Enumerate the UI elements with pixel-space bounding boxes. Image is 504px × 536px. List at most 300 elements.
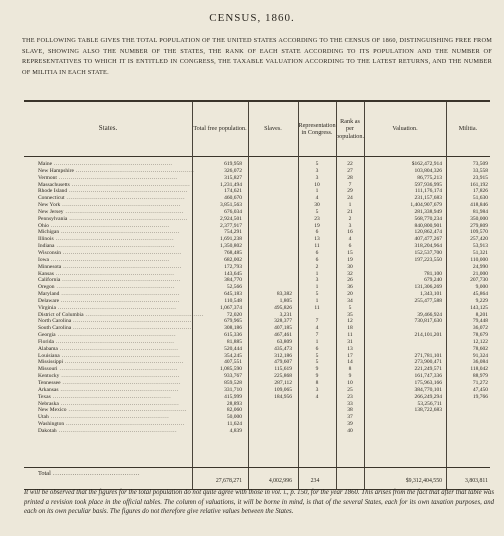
leader-dots: ............................................................ [61, 249, 182, 256]
militia-cell: 51,321 [472, 249, 488, 256]
representation-cell: 6 [315, 229, 319, 236]
militia-cell: 143,125 [470, 304, 488, 311]
representation-cell: 23 [314, 215, 320, 222]
representation-cell: 1 [315, 297, 319, 304]
slaves-cell [248, 250, 292, 257]
total-free-cell: 615,336 [224, 332, 242, 339]
leader-dots: ............................................................ [54, 243, 175, 250]
total-free-cell: 172,793 [224, 263, 242, 270]
rank-cell: 23 [347, 393, 353, 400]
state-name: Tennessee ............................................................ [38, 380, 182, 386]
total-free-cell: 2,377,917 [220, 222, 242, 229]
representation-cell [298, 414, 336, 421]
valuation-cell: 730,817,630 [414, 318, 442, 325]
representation-cell: 9 [315, 373, 319, 380]
representation-cell: 13 [314, 236, 320, 243]
state-name: Minnesota ............................................................ [38, 263, 182, 270]
slaves-cell [248, 188, 292, 195]
slaves-cell: 407,185 [274, 325, 292, 332]
leader-dots: ............................................................ [71, 325, 192, 332]
valuation-cell: 266,249,294 [414, 393, 442, 400]
slaves-cell [248, 223, 292, 230]
header-slaves: Slaves. [264, 125, 282, 133]
militia-cell: 207,730 [470, 277, 488, 284]
leader-dots: ............................................................ [49, 222, 170, 229]
state-name: Connecticut ............................................................ [38, 195, 186, 202]
total-free-cell: 619,958 [224, 161, 242, 167]
total-free-cell: 1,231,494 [220, 181, 242, 188]
total-free-column [192, 161, 242, 435]
valuation-cell: 103,804,326 [414, 167, 442, 174]
total-free-cell: 50,000 [226, 414, 242, 421]
leader-dots: ............................................................ [56, 174, 178, 181]
total-free-cell: 859,528 [224, 380, 242, 386]
militia-cell [446, 414, 488, 421]
valuation-cell [364, 421, 442, 428]
representation-cell: 10 [314, 181, 320, 188]
representation-cell [298, 401, 336, 408]
census-table [24, 100, 490, 490]
slaves-cell [248, 421, 292, 428]
slaves-cell [248, 236, 292, 243]
leader-dots: ............................................................ [53, 338, 175, 345]
valuation-cell: 221,249,571 [414, 366, 442, 373]
militia-cell: 81,984 [472, 208, 488, 215]
militia-cell: 279,809 [470, 222, 488, 229]
state-name: Wisconsin ............................................................ [38, 249, 182, 256]
militia-cell: 109,570 [470, 229, 488, 236]
representation-cell [298, 312, 336, 319]
valuation-cell: 197,223,550 [414, 256, 442, 263]
slaves-cell [248, 407, 292, 414]
total-free-cell: 679,965 [224, 318, 242, 325]
header-militia: Militia. [458, 125, 478, 133]
leader-dots: ............................................................ [67, 215, 188, 222]
table-header [24, 102, 490, 157]
state-name: Rhode Island ............................................................ [38, 188, 188, 195]
leader-dots: ........................................ [50, 470, 141, 477]
valuation-cell: 231,157,683 [414, 195, 442, 202]
rank-cell: 13 [347, 345, 353, 352]
slaves-cell [248, 202, 292, 209]
rank-cell: 17 [347, 352, 353, 359]
militia-cell: 110,000 [470, 256, 488, 263]
slaves-cell: 115,619 [274, 366, 292, 373]
state-name: Michigan ............................................................ [38, 229, 180, 236]
valuation-cell: 152,537,700 [414, 249, 442, 256]
militia-cell: 350,000 [470, 215, 488, 222]
leader-dots: ............................................................ [55, 304, 177, 311]
leader-dots: ............................................................ [59, 291, 180, 298]
rank-cell: 9 [348, 373, 352, 380]
rank-column [336, 161, 364, 435]
valuation-cell: 281,338,949 [414, 208, 442, 215]
militia-cell: 161,192 [470, 181, 488, 188]
representation-cell: 3 [315, 277, 319, 284]
leader-dots: ............................................................ [56, 427, 178, 434]
rank-cell: 35 [347, 311, 353, 318]
leader-dots: ............................................................ [63, 208, 184, 215]
rank-cell: 4 [348, 236, 352, 243]
slaves-cell: 479,607 [274, 359, 292, 366]
leader-dots: ............................................................ [54, 284, 175, 291]
slaves-cell: 1,805 [279, 297, 292, 304]
slaves-cell [248, 264, 292, 271]
rank-cell: 22 [347, 161, 353, 167]
total-free-cell: 754,291 [224, 229, 242, 236]
total-free-cell: 4,839 [229, 427, 242, 434]
representation-cell: 5 [315, 291, 319, 298]
valuation-cell: 781,100 [424, 270, 442, 277]
representation-cell [298, 428, 336, 435]
valuation-cell [364, 264, 442, 271]
rank-cell: 10 [347, 380, 353, 386]
representation-cell: 6 [315, 256, 319, 263]
rank-cell: 16 [347, 229, 353, 236]
leader-dots: ............................................................ [55, 332, 177, 339]
rank-cell: 7 [348, 181, 352, 188]
representation-column [298, 161, 336, 435]
total-free-cell: 110,548 [224, 297, 242, 304]
leader-dots: ............................................................ [53, 270, 175, 277]
state-name: Nebraska ............................................................ [38, 400, 180, 407]
representation-cell: 1 [315, 270, 319, 277]
valuation-cell [364, 428, 442, 435]
militia-cell: 418,846 [470, 202, 488, 209]
header-rank: Rank as per population. [336, 117, 365, 140]
leader-dots: ............................................................ [59, 229, 180, 236]
militia-cell: 257,420 [470, 236, 488, 243]
slaves-cell [248, 284, 292, 291]
total-free-cell: 3,851,563 [220, 202, 242, 209]
representation-cell: 19 [314, 222, 320, 229]
leader-dots: ............................................................ [49, 256, 170, 263]
militia-cell: 8,201 [475, 311, 488, 318]
total-free-cell: 645,183 [224, 291, 242, 298]
militia-column [446, 161, 488, 435]
state-name: North Carolina ............................................................ [38, 318, 192, 325]
slaves-cell: 3,231 [279, 311, 292, 318]
rank-cell: 30 [347, 263, 353, 270]
slaves-cell [248, 271, 292, 278]
rank-cell: 37 [347, 414, 353, 421]
state-name: Alabama ............................................................ [38, 345, 179, 352]
total-free-cell: 1,085,590 [220, 366, 242, 373]
leader-dots: ............................................................ [58, 400, 180, 407]
valuation-cell: 138,722,683 [414, 407, 442, 414]
valuation-cell [364, 325, 442, 332]
rank-cell: 28 [347, 174, 353, 181]
valuation-cell [364, 346, 442, 353]
header-states: States. [98, 124, 118, 133]
valuation-cell: 679,240 [424, 277, 442, 284]
rank-cell: 21 [347, 208, 353, 215]
header-valuation: Valuation. [392, 125, 418, 133]
rank-cell: 32 [347, 270, 353, 277]
militia-cell: 91,324 [472, 352, 488, 359]
militia-cell: 36,084 [472, 359, 488, 366]
rank-cell: 3 [348, 222, 352, 229]
militia-cell: 9,000 [475, 284, 488, 291]
state-name: Louisiana ............................................................ [38, 352, 181, 359]
valuation-cell [364, 305, 442, 312]
rank-cell: 26 [347, 277, 353, 284]
representation-cell [298, 421, 336, 428]
leader-dots: ............................................................ [66, 407, 188, 414]
valuation-column [364, 161, 442, 435]
militia-cell: 9,229 [475, 297, 488, 304]
leader-dots: ............................................................ [83, 311, 205, 318]
rank-cell: 5 [348, 304, 352, 311]
slaves-cell [248, 243, 292, 250]
valuation-cell: 175,963,166 [414, 380, 442, 386]
slaves-cell: 495,826 [274, 304, 292, 311]
footnote: It will be observed that the figures for the total population do not quite agree with those in vol. i., p. 150, for the year 1860. This arises from the fact that after that table was printed a revision took place in the official tables. The column of valuations, it will be borne in mind, is that of the several States, each for its own taxation purposes, and each on its own peculiar basis. The figures do not therefore give relative values between the States. [24, 489, 494, 516]
rank-cell: 33 [347, 400, 353, 407]
representation-cell: 4 [315, 393, 319, 400]
state-name: Massachusetts ............................................................ [38, 181, 191, 188]
rank-cell: 6 [348, 243, 352, 250]
header-total-free: Total free population. [193, 125, 247, 133]
representation-cell: 5 [315, 352, 319, 359]
militia-cell: 51,630 [472, 195, 488, 202]
representation-cell: 1 [315, 338, 319, 345]
slaves-cell: 467,461 [274, 332, 292, 339]
total-free-cell: 460,670 [224, 195, 242, 202]
page-title: CENSUS, 1860. [209, 12, 295, 24]
total-free-cell: 11,624 [227, 421, 242, 428]
valuation-cell: 384,770,101 [414, 386, 442, 393]
state-name: Delaware ............................................................ [38, 297, 180, 304]
rank-cell: 2 [348, 215, 352, 222]
militia-cell: 23,915 [472, 174, 488, 181]
state-name: Maine ............................................................ [38, 161, 173, 167]
slaves-cell [248, 209, 292, 216]
total-free-cell: 384,770 [224, 277, 242, 284]
slaves-cell [248, 182, 292, 189]
slaves-cell: 435,473 [274, 345, 292, 352]
militia-cell: 36,072 [472, 325, 488, 332]
valuation-cell [364, 339, 442, 346]
militia-cell: 21,000 [472, 270, 488, 277]
total-label: Total ........................................ [38, 470, 141, 477]
rank-cell: 27 [347, 167, 353, 174]
total-representation: 234 [310, 478, 320, 484]
valuation-cell: 407,477,267 [414, 236, 442, 243]
representation-cell: 4 [315, 195, 319, 202]
state-name: Virginia ............................................................ [38, 304, 177, 311]
slaves-cell [248, 168, 292, 175]
leader-dots: ............................................................ [60, 277, 181, 284]
slaves-cell [248, 277, 292, 284]
slaves-cell: 83,382 [276, 291, 292, 298]
state-name: Ohio ............................................................ [38, 222, 170, 229]
valuation-cell: 1,343,101 [420, 291, 442, 298]
total-free-cell: 81,885 [226, 338, 242, 345]
slaves-cell: 328,377 [274, 318, 292, 325]
militia-cell: 118,042 [470, 366, 488, 373]
states-column [38, 161, 205, 435]
valuation-cell: 255,477,588 [414, 297, 442, 304]
valuation-cell: 86,775,213 [417, 174, 442, 181]
representation-cell: 5 [315, 208, 319, 215]
valuation-cell: 214,101,201 [414, 332, 442, 339]
representation-cell: 30 [314, 202, 320, 209]
valuation-cell: 53,256,711 [417, 400, 442, 407]
representation-cell [298, 407, 336, 414]
rank-cell: 34 [347, 297, 353, 304]
state-name: Utah ............................................................ [38, 414, 170, 421]
total-free-cell: 52,566 [226, 284, 242, 291]
rank-cell: 39 [347, 421, 353, 428]
leader-dots: ............................................................ [59, 373, 180, 380]
state-name: Dakotah ............................................................ [38, 427, 178, 434]
total-free-cell: 933,767 [224, 373, 242, 380]
state-name: Georgia ............................................................ [38, 332, 177, 339]
header-representation: Representation in Congress. [298, 121, 336, 136]
representation-cell: 3 [315, 174, 319, 181]
valuation-cell: 318,204,964 [414, 243, 442, 250]
rank-cell: 25 [347, 386, 353, 393]
representation-cell: 5 [315, 359, 319, 366]
total-free-cell: 1,691,238 [220, 236, 242, 243]
total-free-cell: 2,924,501 [220, 215, 242, 222]
militia-cell: 78,679 [472, 332, 488, 339]
state-name: New York ............................................................ [38, 202, 181, 209]
state-name: South Carolina ............................................................ [38, 325, 192, 332]
militia-cell: 71,272 [472, 380, 488, 386]
representation-cell: 6 [315, 249, 319, 256]
militia-cell: 88,979 [472, 373, 488, 380]
total-free-cell: 354,245 [224, 352, 242, 359]
militia-cell: 33,558 [472, 167, 488, 174]
slaves-cell [248, 257, 292, 264]
state-name: Indiana ............................................................ [38, 243, 175, 250]
state-name: Mississippi ............................................................ [38, 359, 184, 366]
state-name: Oregon ............................................................ [38, 284, 175, 291]
militia-cell: 12,122 [472, 338, 488, 345]
militia-cell [446, 401, 488, 408]
representation-cell: 9 [315, 366, 319, 373]
state-name: Kansas ............................................................ [38, 270, 175, 277]
militia-cell: 47,450 [472, 386, 488, 393]
state-name: District of Columbia ............................................................ [38, 311, 205, 318]
slaves-cell: 312,186 [274, 352, 292, 359]
representation-cell: 7 [315, 318, 319, 325]
rank-cell: 29 [347, 188, 353, 195]
state-name: California ............................................................ [38, 277, 181, 284]
total-free-cell: 407,551 [224, 359, 242, 366]
slaves-cell: 109,065 [274, 386, 292, 393]
state-name: Pennsylvania ............................................................ [38, 215, 188, 222]
leader-dots: ............................................................ [64, 195, 186, 202]
leader-dots: ............................................................ [52, 161, 173, 167]
representation-cell: 1 [315, 284, 319, 291]
valuation-cell: 120,862,474 [414, 229, 442, 236]
valuation-cell: 161,747,336 [414, 373, 442, 380]
slaves-cell [248, 216, 292, 223]
leader-dots: ............................................................ [59, 297, 180, 304]
valuation-cell: $162,472,914 [411, 161, 442, 167]
militia-cell: 53,913 [472, 243, 488, 250]
militia-cell: 79,448 [472, 318, 488, 325]
leader-dots: ............................................................ [58, 386, 179, 393]
representation-cell: 7 [315, 332, 319, 339]
state-name: Iowa ............................................................ [38, 256, 170, 263]
total-free-cell: 1,067,374 [220, 304, 242, 311]
leader-dots: ............................................................ [64, 421, 185, 428]
rank-cell: 12 [347, 318, 353, 325]
total-free-cell: 315,827 [224, 174, 242, 181]
representation-cell: 5 [315, 161, 319, 167]
state-name: New Hampshire ............................................................ [38, 167, 195, 174]
slaves-cell: 63,809 [276, 338, 292, 345]
slaves-cell [248, 401, 292, 408]
leader-dots: ............................................................ [67, 188, 188, 195]
total-free-cell: 326,072 [224, 167, 242, 174]
valuation-cell: 273,900,471 [414, 359, 442, 366]
valuation-cell: 1,404,907,679 [410, 202, 442, 209]
militia-cell [446, 407, 488, 414]
militia-cell [446, 428, 488, 435]
state-name: Illinois ............................................................ [38, 236, 175, 243]
total-free-cell: 28,893 [226, 400, 242, 407]
militia-cell: 17,826 [472, 188, 488, 195]
leader-dots: ............................................................ [53, 236, 175, 243]
total-free-cell: 682,002 [224, 256, 242, 263]
leader-dots: ............................................................ [48, 414, 170, 421]
total-free-cell: 331,710 [224, 386, 242, 393]
representation-cell: 11 [314, 243, 320, 250]
leader-dots: ............................................................ [71, 318, 192, 325]
militia-cell: 73,509 [472, 161, 488, 167]
representation-cell: 4 [315, 325, 319, 332]
representation-cell: 3 [315, 167, 319, 174]
slaves-cell [248, 428, 292, 435]
rank-cell: 36 [347, 284, 353, 291]
representation-cell: 11 [314, 304, 320, 311]
total-free-cell: 1,350,802 [220, 243, 242, 250]
rank-cell: 20 [347, 291, 353, 298]
rank-cell: 14 [347, 359, 353, 366]
slaves-cell [248, 195, 292, 202]
state-name: Maryland ............................................................ [38, 291, 180, 298]
leader-dots: ............................................................ [73, 167, 195, 174]
state-name: Arkansas ............................................................ [38, 386, 179, 393]
state-name: Kentucky ............................................................ [38, 373, 180, 380]
militia-cell [446, 421, 488, 428]
total-free-cell: 308,186 [224, 325, 242, 332]
total-free-cell: 174,621 [224, 188, 242, 195]
leader-dots: ............................................................ [60, 202, 181, 209]
representation-cell: 3 [315, 386, 319, 393]
militia-cell: 78,602 [472, 345, 488, 352]
intro-paragraph: THE FOLLOWING TABLE GIVES THE TOTAL POPULATION OF THE UNITED STATES ACCORDING TO THE CENSUS OF 1860, DISTINGUISHING FREE FROM SLAVE, SHOWING ALSO THE NUMBER OF THE STATES, THE RANK OF EACH STATE ACCORDING TO ITS POPULATION AND THE NUMBER OF REPRESENTATIVES TO WHICH IT IS ENTITLED IN CONGRESS, THE TAXABLE VALUATION ACCORDING TO THE LATEST RETURNS, AND THE NUMBER OF MILITIA IN EACH STATE. [22, 37, 492, 76]
representation-cell: 1 [315, 188, 319, 195]
total-divider [24, 467, 490, 468]
slaves-cell: 184,956 [274, 393, 292, 400]
valuation-cell: 111,176,174 [414, 188, 442, 195]
state-name: Texas ............................................................ [38, 393, 172, 400]
rank-cell: 24 [347, 195, 353, 202]
state-name: Vermont ............................................................ [38, 174, 178, 181]
rank-cell: 11 [347, 332, 353, 339]
slaves-cell [248, 414, 292, 421]
total-free-cell: 72,020 [226, 311, 242, 318]
rank-cell: 15 [347, 249, 353, 256]
representation-cell: 2 [315, 263, 319, 270]
total-militia: 3,803,811 [465, 478, 488, 484]
